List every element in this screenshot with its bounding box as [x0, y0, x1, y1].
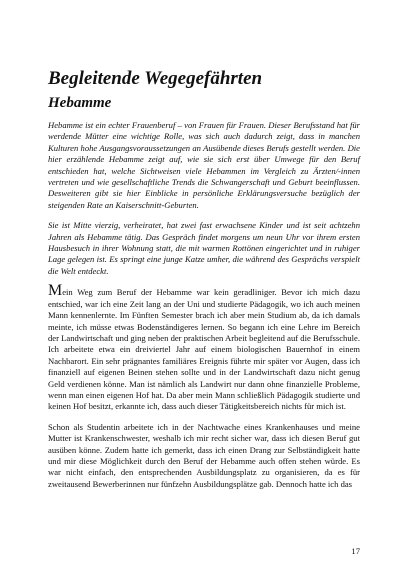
section-title: Hebamme	[48, 95, 112, 111]
body-paragraph-2: Schon als Studentin arbeitete ich in der Nachtwache eines Krankenhauses und meine Mutter ist Krankenschwester, weshalb ich mir recht sicher war, dass ich diesen Beruf gut ausüben könne. Zudem hatte ich gemerkt, dass ich einen Drang zur Selbständigkeit hatte und mir diese Möglichkeit durch den Beruf der Hebamme auch offen stehen würde. Es war nicht einfach, den entsprechenden Ausbildungsplatz zu organisieren, da es für zweitausend Bewerberinnen nur fünfzehn Ausbildungsplätze gab. Dennoch hatte ich das	[48, 421, 360, 489]
body-paragraph-1	[48, 282, 360, 412]
body-paragraph-1-text: ein Weg zum Beruf der Hebamme war kein geradliniger. Bevor ich mich dazu entschied, war ich eine Zeit lang an der Uni und studierte Pädagogik, wo ich auch meinen Mann kennenlernte. Im Fünften Semester brach ich aber mein Studium ab, da ich damals meinte, ich müsse etwas Bodenständigeres lernen. So begann ich eine Lehre im Bereich der Landwirtschaft und ging neben der praktischen Arbeit begleitend auf die Berufsschule. Ich arbeitete etwa ein dreiviertel Jahr auf einem biologischen Bauernhof in einem Nachbarort. Ein sehr prägnantes familiäres Ereignis führte mir später vor Augen, dass ich finanziell auf eigenen Beinen stehen sollte und in der Landwirtschaft dazu nicht genug Geld verdienen könne. Man ist nämlich als Landwirt nur dann ohne finanzielle Probleme, wenn man einen eigenen Hof hat. Da aber mein Mann schließlich Pädagogik studierte und keinen Hof besitzt, erkannte ich, dass auch dieser Tätigkeitsbereich nichts für mich ist.	[48, 287, 360, 412]
page-content	[48, 68, 360, 499]
drop-cap: M	[48, 282, 63, 300]
chapter-title: Begleitende Wegegefährten	[48, 68, 263, 89]
page-number: 17	[351, 546, 360, 556]
intro-paragraph-2: Sie ist Mitte vierzig, verheiratet, hat zwei fast erwachsene Kinder und ist seit achtzehn Jahren als Hebamme tätig. Das Gespräch findet morgens um neun Uhr vor ihrem ersten Hausbesuch in ihrer Wohnung statt, die mit warmen Rottönen eingerichtet und in ruhiger Lage gelegen ist. Es springt eine junge Katze umher, die während des Gesprächs verspielt die Welt entdeckt.	[48, 220, 360, 276]
intro-paragraph-1: Hebamme ist ein echter Frauenberuf – von Frauen für Frauen. Dieser Berufsstand hat für werdende Mütter eine wichtige Rolle, was sich auch dadurch zeigt, dass in manchen Kulturen hohe Ausgangsvoraussetzungen an Ausübende dieses Berufs gestellt werden. Die hier erzählende Hebamme zeigt auf, wie sie sich erst über Umwege für den Beruf entschieden hat, welche Sichtweisen viele Hebammen im Vergleich zu Ärzten/-innen vertreten und wie gesellschaftliche Trends die Schwangerschaft und Geburt beeinflussen. Desweiteren gibt sie hier Einblicke in persönliche Erklärungsversuche bezüglich der steigenden Rate an Kaiserschnitt-Geburten.	[48, 120, 360, 210]
